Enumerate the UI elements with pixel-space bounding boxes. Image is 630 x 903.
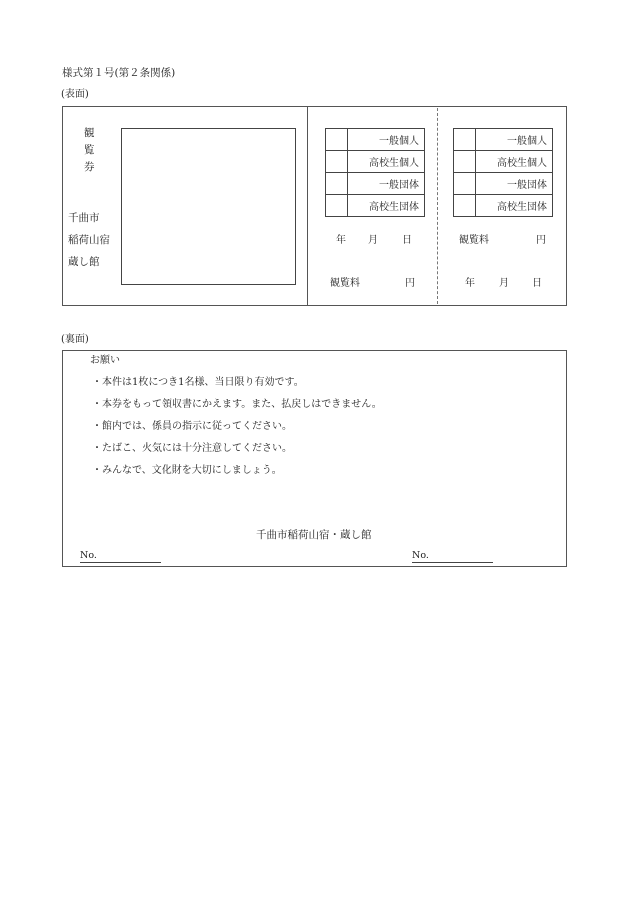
- category-checkbox[interactable]: [326, 151, 348, 173]
- facility-name-line: 千曲市: [68, 212, 100, 224]
- category-label: 一般団体: [476, 173, 553, 195]
- ticket-title-char: 覧: [84, 144, 95, 156]
- stub-divider: [307, 106, 308, 306]
- category-checkbox[interactable]: [454, 195, 476, 217]
- date-year-label: 年: [336, 235, 346, 246]
- date-year-label: 年: [465, 278, 475, 289]
- category-checkbox[interactable]: [454, 129, 476, 151]
- ticket-title-char: 券: [84, 161, 95, 173]
- category-row: [454, 173, 553, 195]
- perforation-line: [437, 108, 438, 304]
- category-checkbox[interactable]: [326, 173, 348, 195]
- category-label: 高校生団体: [476, 195, 553, 217]
- category-row: [454, 195, 553, 217]
- front-side-label: (表面): [61, 89, 89, 100]
- facility-name-line: 蔵し館: [68, 256, 100, 268]
- notice-heading: お願い: [90, 355, 120, 366]
- category-label: 一般団体: [348, 173, 425, 195]
- notice-item: ・館内では、係員の指示に従ってください。: [92, 421, 292, 432]
- notice-item: ・みんなで、文化財を大切にしましょう。: [92, 465, 282, 476]
- serial-number-field[interactable]: No.: [80, 551, 161, 563]
- category-checkbox[interactable]: [326, 129, 348, 151]
- date-day-label: 日: [532, 278, 542, 289]
- category-label: 一般個人: [348, 129, 425, 151]
- issuer-name: 千曲市稲荷山宿・蔵し館: [256, 529, 372, 541]
- yen-label: 円: [536, 235, 546, 246]
- category-checkbox[interactable]: [454, 173, 476, 195]
- back-side-label: (裏面): [61, 334, 89, 345]
- form-title: 様式第１号(第２条関係): [62, 67, 176, 79]
- date-month-label: 月: [499, 278, 509, 289]
- fee-label: 観覧料: [459, 235, 489, 246]
- category-row: [326, 129, 425, 151]
- category-label: 一般個人: [476, 129, 553, 151]
- category-checkbox[interactable]: [326, 195, 348, 217]
- category-label: 高校生個人: [348, 151, 425, 173]
- category-table: [325, 128, 425, 217]
- category-row: [326, 195, 425, 217]
- category-row: [326, 173, 425, 195]
- notice-item: ・本件は1枚につき1名様、当日限り有効です。: [92, 377, 304, 388]
- notice-item: ・たばこ、火気には十分注意してください。: [92, 443, 292, 454]
- ticket-title-char: 観: [84, 127, 95, 139]
- category-label: 高校生団体: [348, 195, 425, 217]
- image-placeholder-box: [121, 128, 296, 285]
- category-label: 高校生個人: [476, 151, 553, 173]
- notice-item: ・本券をもって領収書にかえます。また、払戻しはできません。: [92, 399, 382, 410]
- category-row: [454, 151, 553, 173]
- serial-number-field[interactable]: No.: [412, 551, 493, 563]
- category-checkbox[interactable]: [454, 151, 476, 173]
- fee-label: 観覧料: [330, 278, 360, 289]
- date-month-label: 月: [368, 235, 378, 246]
- category-row: [454, 129, 553, 151]
- category-row: [326, 151, 425, 173]
- facility-name-line: 稲荷山宿: [68, 234, 110, 246]
- date-day-label: 日: [402, 235, 412, 246]
- yen-label: 円: [405, 278, 415, 289]
- category-table: [453, 128, 553, 217]
